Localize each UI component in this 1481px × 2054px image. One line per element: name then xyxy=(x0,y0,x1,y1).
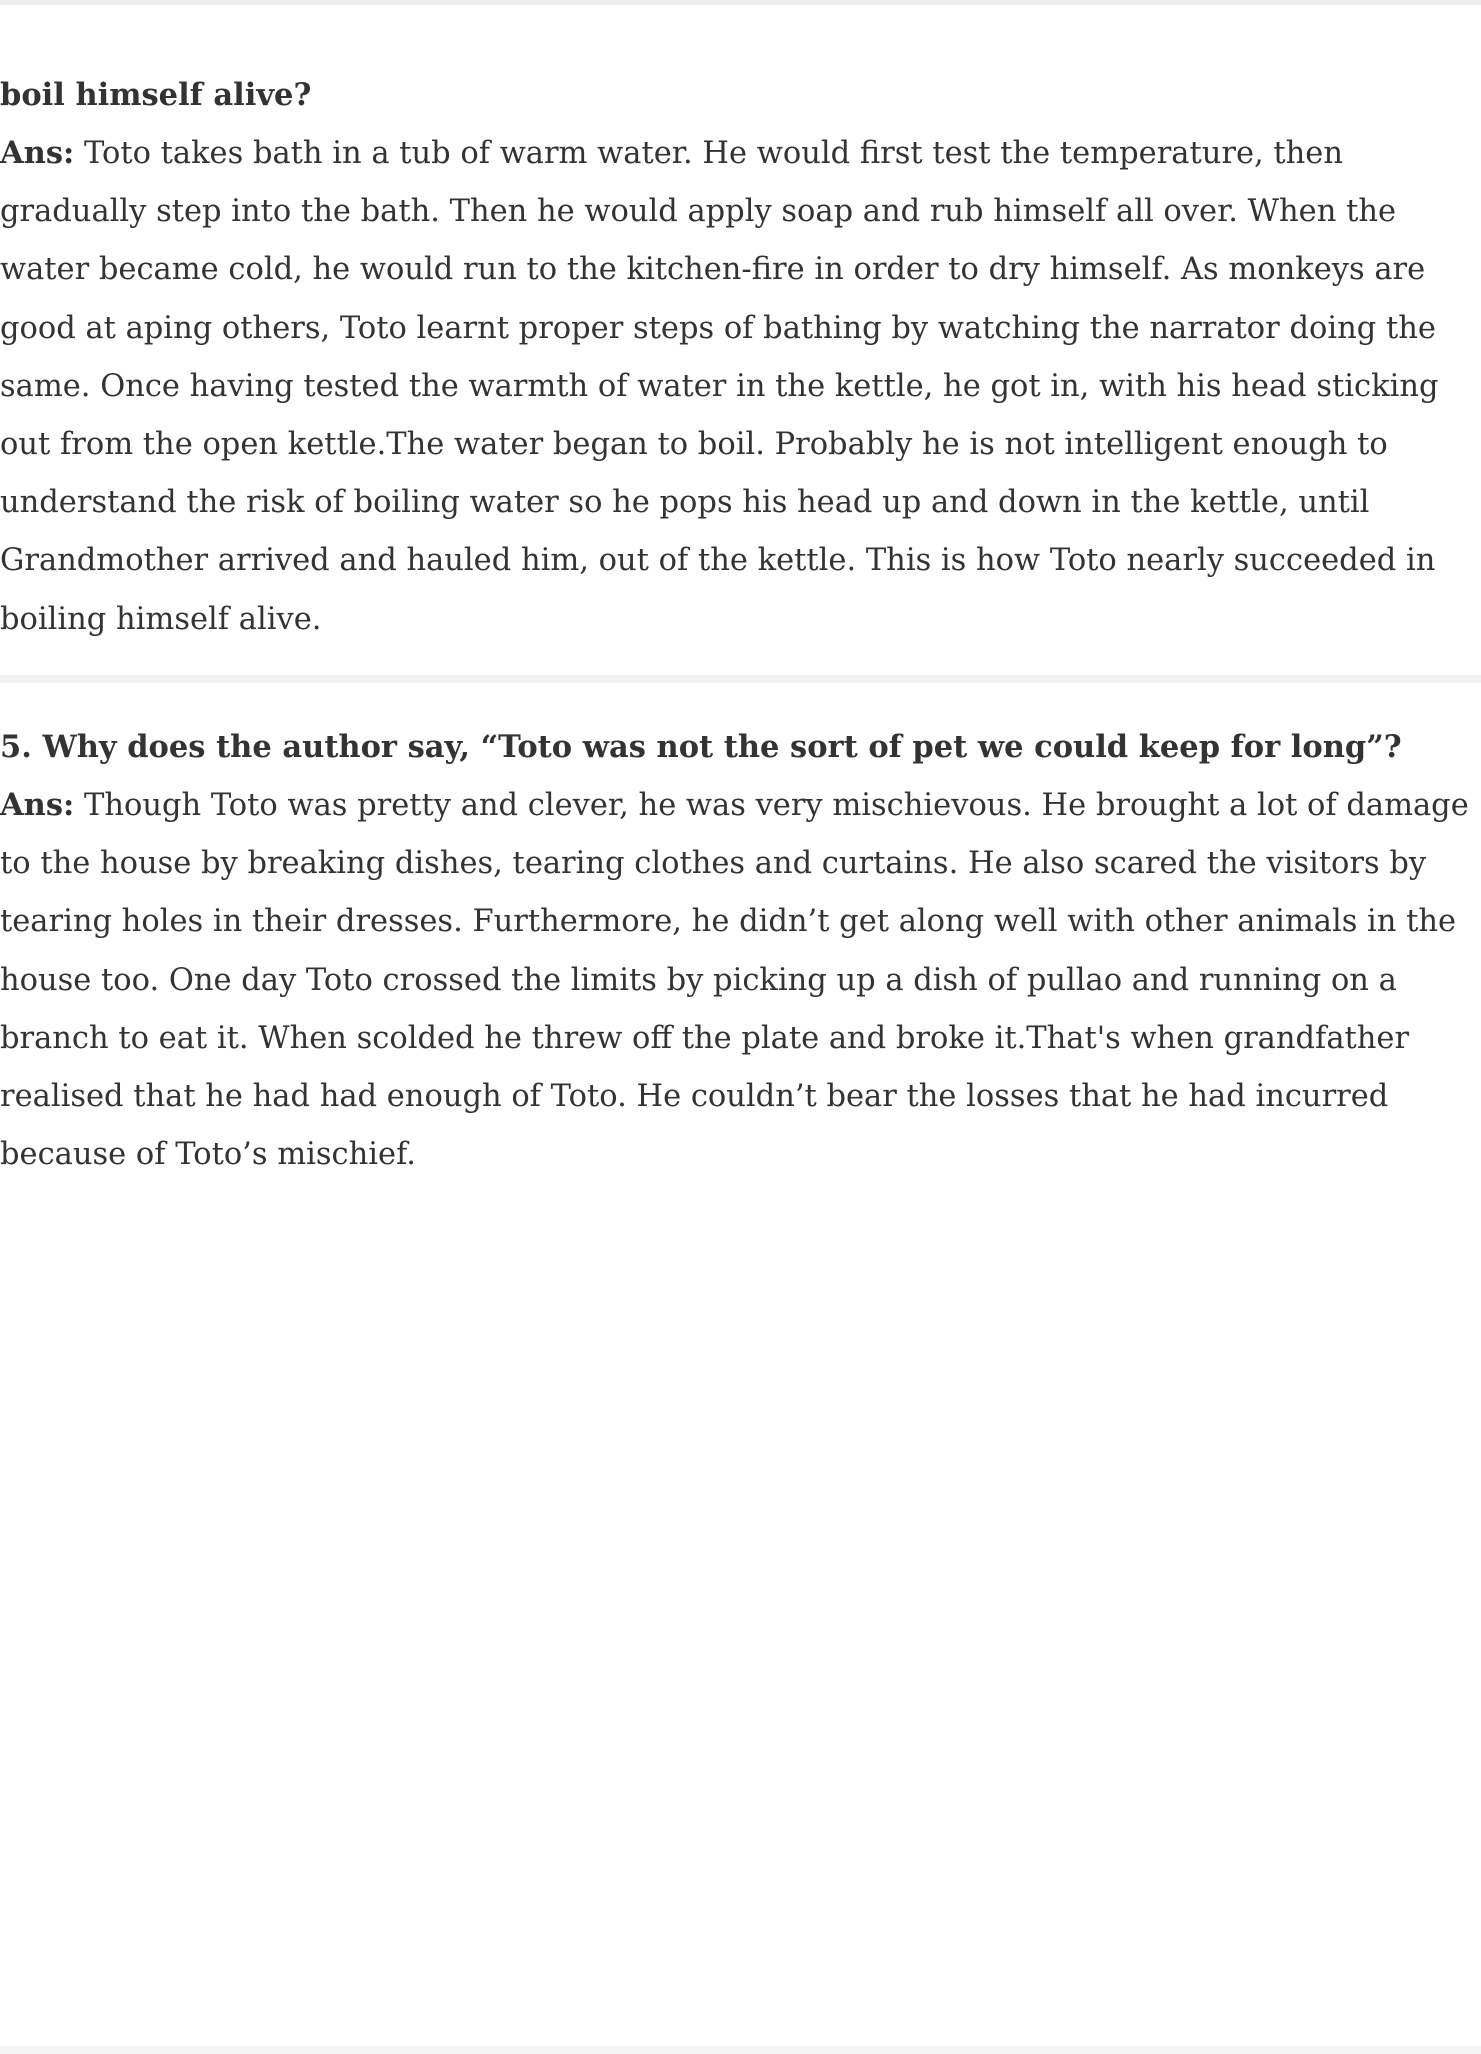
question-5: 5. Why does the author say, “Toto was not the sort of pet we could keep for long”? xyxy=(0,729,1402,765)
bottom-divider xyxy=(0,2046,1481,2054)
question-block-5 xyxy=(0,718,1481,1184)
question-4-tail: boil himself alive? xyxy=(0,77,312,113)
top-divider xyxy=(0,0,1481,5)
answer-4 xyxy=(0,124,1481,649)
answer-4-label: Ans: xyxy=(0,135,75,171)
answer-5-text: Though Toto was pretty and clever, he was very mischievous. He brought a lot of damage to the house by breaking dishes, tearing clothes and curtains. He also scared the visitors by tearing holes in their dresses. Furthermore, he didn’t get along well with other animals in the house too. One day Toto crossed the limits by picking up a dish of pullao and running on a branch to eat it. When scolded he threw off the plate and broke it.That's when grandfather realised that he had had enough of Toto. He couldn’t bear the losses that he had incurred because of Toto’s mischief. xyxy=(0,788,1469,1173)
answer-5-label: Ans: xyxy=(0,787,75,823)
answer-4-text: Toto takes bath in a tub of warm water. He would first test the temperature, then gradually step into the bath. Then he would apply soap and rub himself all over. When the water became cold, he would run to the kitchen-fire in order to dry himself. As monkeys are good at aping others, Toto learnt proper steps of bathing by watching the narrator doing the same. Once having tested the warmth of water in the kettle, he got in, with his head sticking out from the open kettle.The water began to boil. Probably he is not intelligent enough to understand the risk of boiling water so he pops his head up and down in the kettle, until Grandmother arrived and hauled him, out of the kettle. This is how Toto nearly succeeded in boiling himself alive. xyxy=(0,136,1439,637)
section-divider xyxy=(0,675,1481,683)
question-block-4 xyxy=(0,66,1481,649)
answer-5 xyxy=(0,776,1481,1184)
